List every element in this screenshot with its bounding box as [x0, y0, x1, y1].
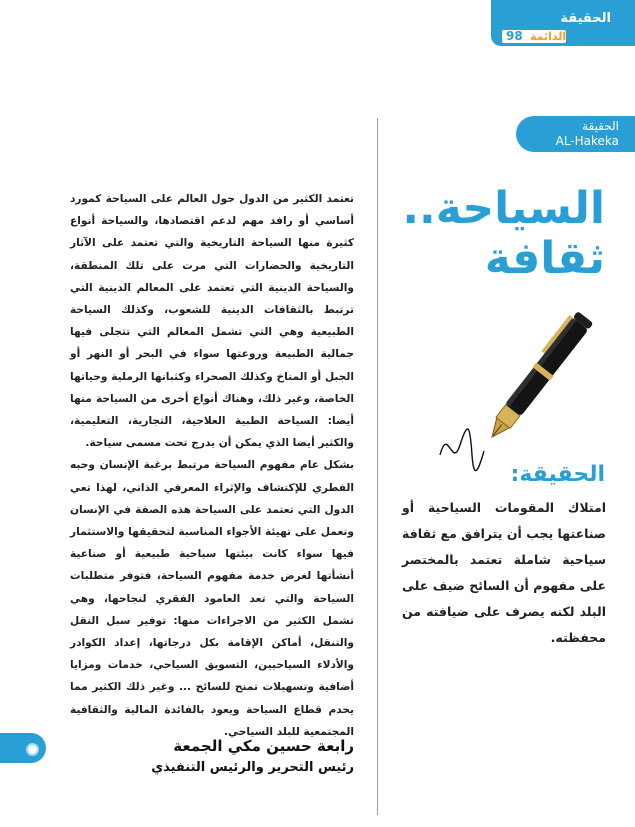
page-tab-dot	[26, 743, 39, 756]
article-paragraph: تعتمد الكثير من الدول حول العالم على السياحة كمورد أساسي أو رافد مهم لدعم اقتصادها، والسياحة أنواع كثيرة منها السياحة التاريخية والتي تعتمد على الآثار التاريخية والحضارات التي مرت على تلك المنطقة، والسياحة الدينية التي تعتمد على المعالم الدينية التي ترتبط بالثقافات الدينية للشعوب، وكذلك السياحة الطبيعية وهي التي تشمل المعالم التي تتجلى فيها جمالية الطبيعة وروعتها سواء في البحر أو النهر أو الجبل أو المناخ وكذلك الصحراء وكثبانها الرملية وحياتها الخاصة، وغير ذلك، وهناك أنواع أخرى من السياحة منها أيضا: السياحة الطبية العلاجية، التجارية، التعليمية، والكثير أيضا الذي يمكن أن يدرج تحت مسمى سياحة.	[70, 193, 354, 450]
masthead-title: الحقيقة	[560, 11, 611, 26]
section-badge	[516, 116, 635, 152]
headline	[375, 184, 605, 284]
section-badge-english: AL-Hakeka	[555, 134, 619, 148]
headline-line-1: السياحة..	[402, 183, 605, 234]
article-body	[70, 188, 354, 743]
article-paragraph: بشكل عام مفهوم السياحة مرتبط برغبة الإنسان وحبه الفطري للإكتشاف والإثراء المعرفي الذاتي، لهذا تعي الدول التي تعتمد على السياحة هذه الصفة في الإنسان وتعمل على تهيئة الأجواء المناسبة لتحقيقها والاستثمار فيها سواء كانت بيئتها سياحية طبيعية أو صناعية أنشأتها لغرض خدمة مفهوم السياحة، فتوفر متطلبات السياحة والتي تعد العامود الفقري لنجاحها، وهي تشمل الكثير من الاجراءات منها: توفير سبل النقل والتنقل، أماكن الإقامة بكل درجاتها، إعداد الكوادر والأدلاء السياحيين، التسويق السياحي، خدمات ومزايا أضافية وتسهيلات تمنح للسائح ... وغير ذلك الكثير مما يخدم قطاع السياحة ويعود بالفائدة المالية والثقافية المجتمعية للبلد السياحي.	[70, 459, 354, 738]
page-number: 98	[506, 29, 523, 43]
headline-line-2: ثقافة	[484, 233, 605, 284]
masthead-badge-word: الدائمة	[530, 30, 567, 43]
author-name: رابعة حسين مكي الجمعة	[173, 737, 354, 755]
author-role: رئيس التحرير والرئيس التنفيذي	[151, 760, 354, 775]
truth-heading: الحقيقة:	[510, 462, 605, 487]
page-tab	[0, 733, 46, 763]
section-badge-arabic: الحقيقة	[582, 119, 619, 133]
truth-body: امتلاك المقومات السياحية أو صناعتها يجب أن يترافق مع ثقافة سياحية شاملة تعتمد بالمختصر على مفهوم أن السائح ضيف على البلد لكنه يصرف على ضيافته من محفظته.	[402, 500, 606, 645]
fountain-pen-icon	[430, 305, 600, 475]
